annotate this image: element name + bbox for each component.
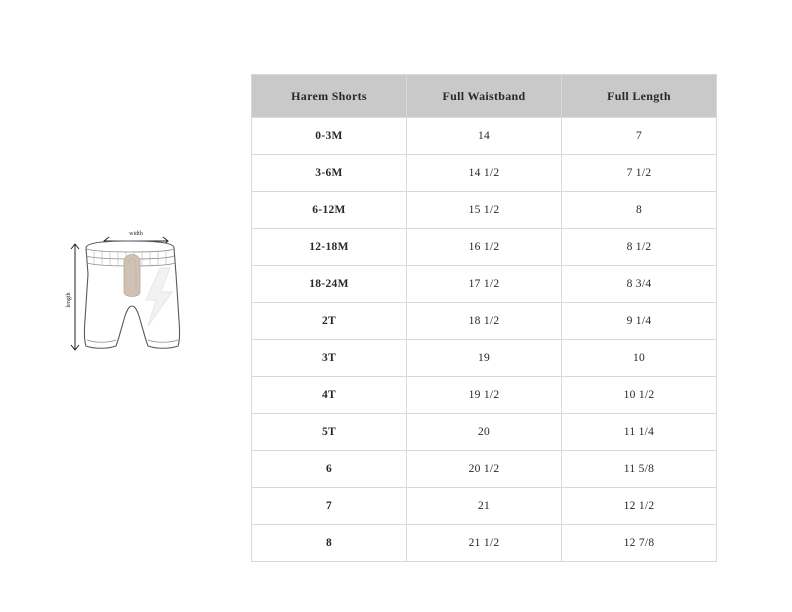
cell-length: 12 1/2: [562, 488, 717, 525]
table-row: [252, 155, 717, 192]
cell-length: 10: [562, 340, 717, 377]
cell-waistband: 20 1/2: [407, 451, 562, 488]
cell-size: 0-3M: [252, 118, 407, 155]
cell-waistband: 19 1/2: [407, 377, 562, 414]
cell-waistband: 19: [407, 340, 562, 377]
table-row: [252, 303, 717, 340]
cell-waistband: 20: [407, 414, 562, 451]
column-header-style: Harem Shorts: [252, 75, 407, 118]
table-row: [252, 451, 717, 488]
cell-size: 2T: [252, 303, 407, 340]
size-chart-table: [251, 74, 717, 562]
table-row: [252, 414, 717, 451]
table-row: [252, 266, 717, 303]
length-arrow-icon: [71, 244, 79, 350]
cell-size: 5T: [252, 414, 407, 451]
cell-length: 8: [562, 192, 717, 229]
cell-length: 11 1/4: [562, 414, 717, 451]
cell-length: 11 5/8: [562, 451, 717, 488]
cell-size: 8: [252, 525, 407, 562]
table-row: [252, 488, 717, 525]
table-row: [252, 229, 717, 266]
cell-length: 7: [562, 118, 717, 155]
cell-size: 7: [252, 488, 407, 525]
width-label: width: [129, 231, 143, 237]
cell-length: 8 3/4: [562, 266, 717, 303]
cell-waistband: 15 1/2: [407, 192, 562, 229]
harem-shorts-measurement-diagram: [52, 222, 212, 372]
cell-length: 10 1/2: [562, 377, 717, 414]
cell-waistband: 18 1/2: [407, 303, 562, 340]
cell-waistband: 21: [407, 488, 562, 525]
cell-waistband: 14: [407, 118, 562, 155]
drawstring-icon: [124, 255, 140, 297]
cell-size: 18-24M: [252, 266, 407, 303]
length-label: length: [66, 292, 72, 308]
table-row: [252, 118, 717, 155]
column-header-waistband: Full Waistband: [407, 75, 562, 118]
cell-length: 7 1/2: [562, 155, 717, 192]
cell-length: 12 7/8: [562, 525, 717, 562]
cell-waistband: 16 1/2: [407, 229, 562, 266]
cell-length: 9 1/4: [562, 303, 717, 340]
cell-size: 6: [252, 451, 407, 488]
table-row: [252, 377, 717, 414]
cell-waistband: 21 1/2: [407, 525, 562, 562]
cell-waistband: 14 1/2: [407, 155, 562, 192]
cell-length: 8 1/2: [562, 229, 717, 266]
table-header-row: [252, 75, 717, 118]
column-header-length: Full Length: [562, 75, 717, 118]
table-row: [252, 192, 717, 229]
table-row: [252, 340, 717, 377]
cell-waistband: 17 1/2: [407, 266, 562, 303]
cell-size: 12-18M: [252, 229, 407, 266]
cell-size: 4T: [252, 377, 407, 414]
table-row: [252, 525, 717, 562]
cell-size: 6-12M: [252, 192, 407, 229]
cell-size: 3-6M: [252, 155, 407, 192]
cell-size: 3T: [252, 340, 407, 377]
